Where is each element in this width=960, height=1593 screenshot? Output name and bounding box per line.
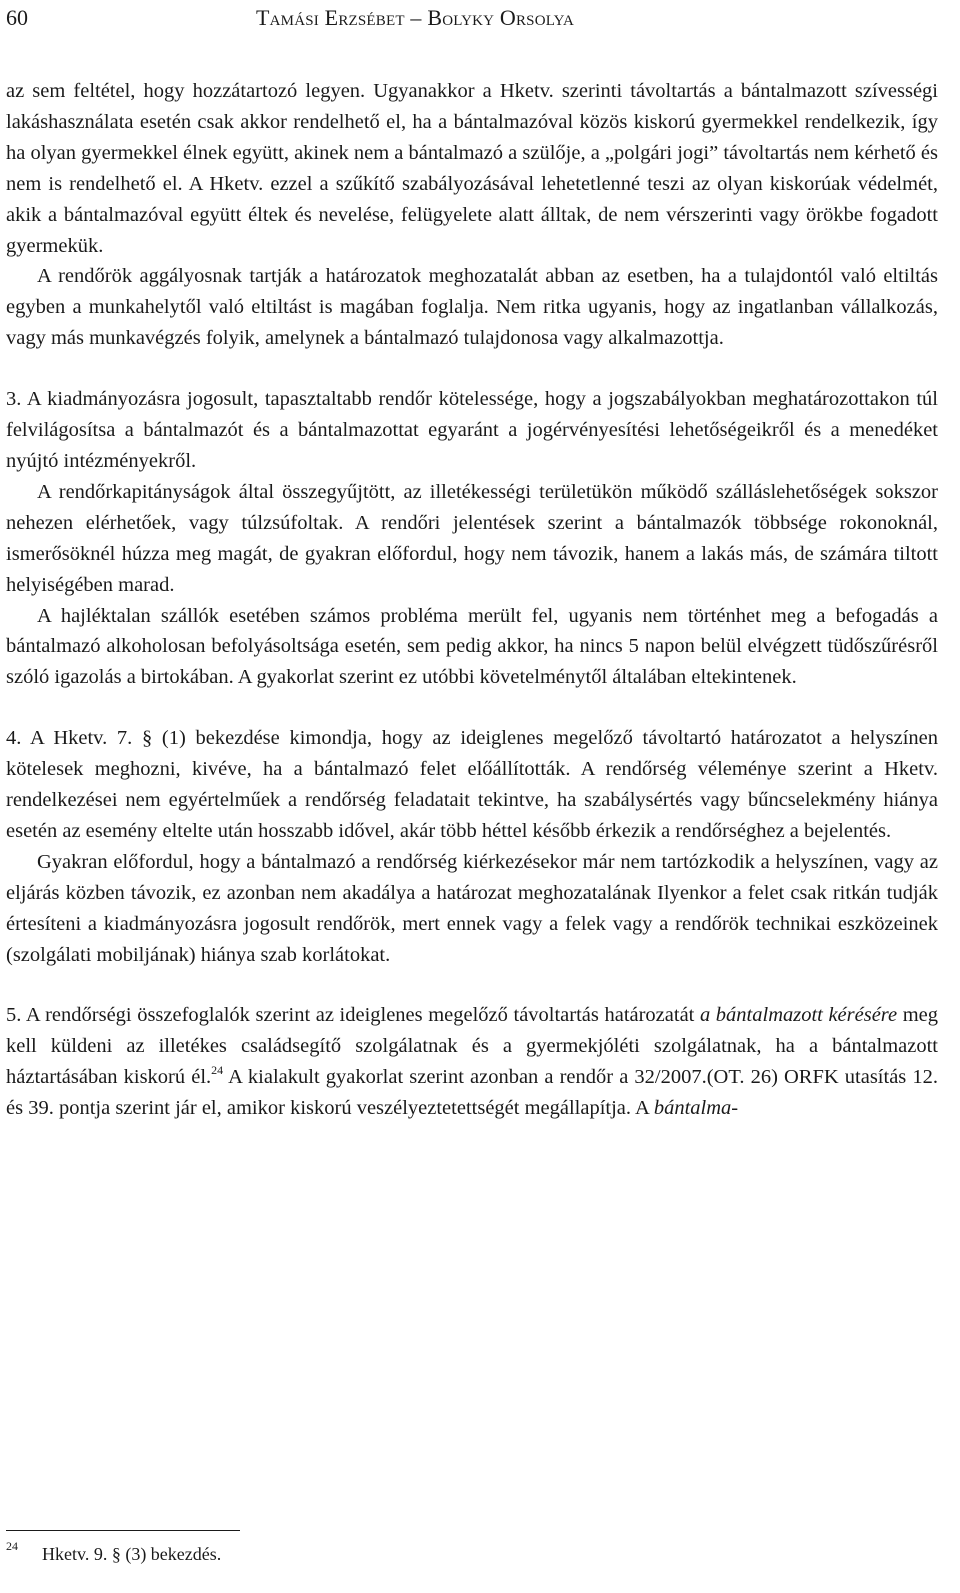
paragraph: az sem feltétel, hogy hozzátartozó legyen. Ugyanakkor a Hketv. szerinti távoltartás a bántalmazott szívességi lakáshasználata esetén csak akkor rendelhető el, ha a bántalmazóval közös kiskorú gyermekkel rendelkezik, így ha olyan gyermekkel élnek együtt, akinek nem a bántalmazó a szülője, a „polgári jogi” távoltartás nem kérhető és nem is rendelhető el. A Hketv. ezzel a szűkítő szabályozásával lehetetlenné teszi az olyan kiskorúak védelmét, akik a bántalmazóval együtt éltek és nevelése, felügyelete alatt álltak, de nem vérszerinti vagy örökbe fogadott gyermekük. [6,80,938,257]
section-gap [6,970,938,1000]
italic-text: a bántalmazott kérésére [699,1004,898,1027]
text-run: A kialakult gyakorlat szerint azonban a rendőr a 32/2007.(OT. 26) ORFK utasítás 12. és 39. pontja szerint jár el, amikor kiskorú veszélyeztetettségét megállapítja. A [6,1066,939,1120]
italic-text: bántalma- [653,1097,739,1120]
document-page [6,0,938,1593]
paragraph: A rendőrkapitányságok által összegyűjtött, az illetékességi területükön működő szálláslehetőségek sokszor nehezen elérhetőek, vagy túlzsúfoltak. A rendőri jelentések szerint a bántalmazók többsége rokonoknál, ismerősöknél húzza meg magát, de gyakran előfordul, hogy nem távozik, hanem a lakás más, de számára tiltott helyiségében marad. [6,480,938,596]
paragraph: 4. A Hketv. 7. § (1) bekezdése kimondja, hogy az ideiglenes megelőző távoltartó határozatot a helyszínen kötelesek meghozni, kivéve, ha a bántalmazó felet előállították. A rendőrség véleménye szerint a Hketv. rendelkezései nem egyértelműek a rendőrség feladatait tekintve, ha szabálysértés vagy bűncselekmény hiánya esetén az esemény eltelte után hosszabb idővel, akár több héttel később érkezik a rendőrséghez a bejelentés. [6,727,938,842]
section-gap [6,354,938,384]
footnote-separator [6,1530,240,1531]
footnote-reference[interactable]: 24 [211,1063,224,1078]
body-text [6,76,938,1124]
paragraph: A rendőrök aggályosnak tartják a határozatok meghozatalát abban az esetben, ha a tulajdontól való eltiltás egyben a munkahelytől való eltiltást is magában foglalja. Nem ritka ugyanis, hogy az ingatlanban vállalkozás, vagy más munkavégzés folyik, amelynek a bántalmazó tulajdonosa vagy alkalmazottja. [6,265,938,350]
paragraph: 3. A kiadmányozásra jogosult, tapasztaltabb rendőr kötelessége, hogy a jogszabályokban meghatározottakon túl felvilágosítsa a bántalmazót és a bántalmazottat egyaránt a jogérvényesítési lehetőségeikről és a menedéket nyújtó intézményekről. [6,388,938,472]
section-gap [6,693,938,723]
paragraph: A hajléktalan szállók esetében számos probléma merült fel, ugyanis nem történhet meg a befogadás a bántalmazó alkoholosan befolyásoltsága esetén, sem pedig akkor, ha nincs 5 napon belül elvégzett tüdőszűrésről szóló igazolás a birtokában. A gyakorlat szerint ez utóbbi követelménytől általában eltekintenek. [6,604,938,689]
running-head: Tamási Erzsébet – Bolyky Orsolya [256,5,575,30]
text-run: 5. A rendőrségi összefoglalók szerint az ideiglenes megelőző távoltartás határozatát [6,1004,700,1027]
page-number: 60 [6,5,28,30]
paragraph: Gyakran előfordul, hogy a bántalmazó a rendőrség kiérkezésekor már nem tartózkodik a helyszínen, vagy az eljárás közben távozik, ez azonban nem akadálya a határozat meghozatalának Ilyenkor a felet csak ritkán tudják értesíteni a kiadmányozásra jogosult rendőrök, mert ennek vagy a felek vagy a rendőrök technikai eszközeinek (szolgálati mobiljának) hiánya szab korlátokat. [6,850,938,966]
footnote-marker: 24 [6,1539,18,1553]
paragraph [6,1000,938,1124]
page-header [6,2,938,34]
text-run: meg kell küldeni az illetékes családsegítő szolgálatnak és a gyermekjóléti szolgálatnak, ha a bántalmazott háztartásában kiskorú él. [6,1004,939,1089]
footnote-text: Hketv. 9. § (3) bekezdés. [42,1544,222,1564]
